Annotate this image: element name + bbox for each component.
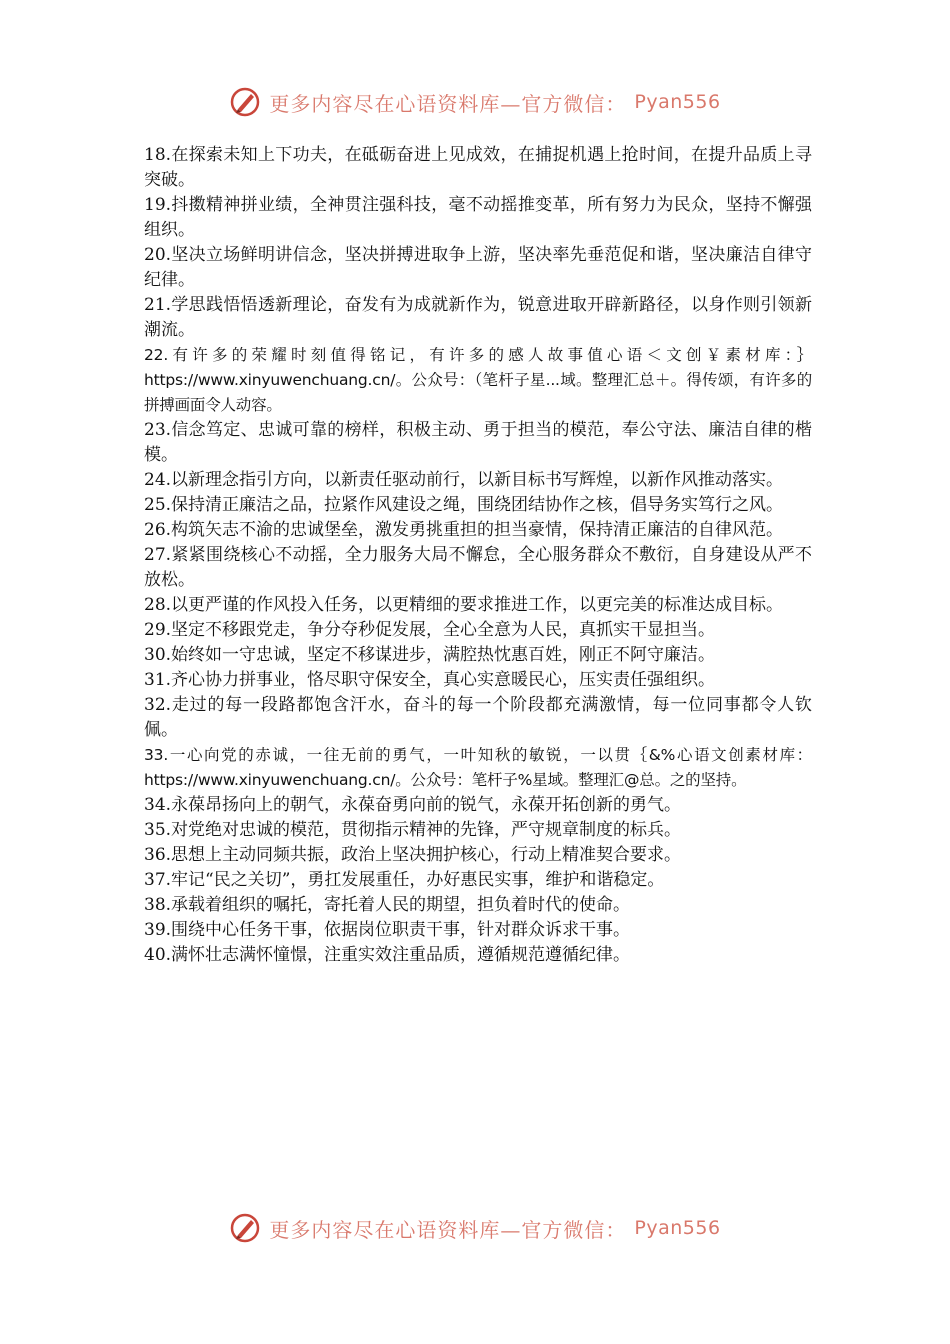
paragraph-37: 37.牢记“民之关切”，勇扛发展重任，办好惠民实事，维护和谐稳定。 (144, 870, 665, 890)
document-body (144, 143, 812, 968)
paragraph-32: 32.走过的每一段路都饱含汗水，奋斗的每一个阶段都充满激情，每一位同事都令人钦佩。 (144, 695, 812, 740)
banner-wechat-handle: Pyan556 (634, 91, 721, 113)
paragraph-24: 24.以新理念指引方向，以新责任驱动前行，以新目标书写辉煌，以新作风推动落实。 (144, 470, 784, 490)
paragraph-38: 38.承载着组织的嘱托，寄托着人民的期望，担负着时代的使命。 (144, 895, 631, 915)
footer-banner (0, 1212, 950, 1244)
pen-logo-icon (229, 1212, 261, 1244)
paragraph-33: 33.一心向党的赤诚，一往无前的勇气，一叶知秋的敏锐，一以贯｛&%心语文创素材库：https://www.xinyuwenchuang.cn/。公众号：笔杆子%星域。整理汇@总。之的坚持。 (144, 746, 812, 789)
paragraph-22: 22.有许多的荣耀时刻值得铭记，有许多的感人故事值心语＜文创￥素材库：｝https://www.xinyuwenchuang.cn/。公众号：（笔杆子星...域。整理汇总＋。得传颂，有许多的拼搏画面令人动容。 (144, 346, 812, 414)
paragraph-18: 18.在探索未知上下功夫，在砥砺奋进上见成效，在捕捉机遇上抢时间，在提升品质上寻突破。 (144, 145, 812, 190)
paragraph-20: 20.坚决立场鲜明讲信念，坚决拼搏进取争上游，坚决率先垂范促和谐，坚决廉洁自律守纪律。 (144, 245, 812, 290)
paragraph-31: 31.齐心协力拼事业，恪尽职守保安全，真心实意暖民心，压实责任强组织。 (144, 670, 716, 690)
paragraph-26: 26.构筑矢志不渝的忠诚堡垒，激发勇挑重担的担当豪情，保持清正廉洁的自律风范。 (144, 520, 784, 540)
paragraph-23: 23.信念笃定、忠诚可靠的榜样，积极主动、勇于担当的模范，奉公守法、廉洁自律的楷模。 (144, 420, 812, 465)
paragraph-39: 39.围绕中心任务干事，依据岗位职责干事，针对群众诉求干事。 (144, 920, 631, 940)
banner-wechat-handle: Pyan556 (634, 1217, 721, 1239)
paragraph-25: 25.保持清正廉洁之品，拉紧作风建设之绳，围绕团结协作之核，倡导务实笃行之风。 (144, 495, 784, 515)
banner-text: 更多内容尽在心语资料库—官方微信： (269, 1217, 627, 1242)
header-banner (0, 86, 950, 118)
paragraph-19: 19.抖擞精神拼业绩，全神贯注强科技，毫不动摇推变革，所有努力为民众，坚持不懈强组织。 (144, 195, 812, 240)
paragraph-27: 27.紧紧围绕核心不动摇，全力服务大局不懈怠，全心服务群众不敷衍，自身建设从严不放松。 (144, 545, 812, 590)
paragraph-28: 28.以更严谨的作风投入任务，以更精细的要求推进工作，以更完美的标准达成目标。 (144, 595, 784, 615)
paragraph-35: 35.对党绝对忠诚的模范，贯彻指示精神的先锋，严守规章制度的标兵。 (144, 820, 682, 840)
paragraph-34: 34.永葆昂扬向上的朝气，永葆奋勇向前的锐气，永葆开拓创新的勇气。 (144, 795, 682, 815)
paragraph-40: 40.满怀壮志满怀憧憬，注重实效注重品质，遵循规范遵循纪律。 (144, 945, 631, 965)
pen-logo-icon (229, 86, 261, 118)
paragraph-30: 30.始终如一守忠诚，坚定不移谋进步，满腔热忱惠百姓，刚正不阿守廉洁。 (144, 645, 716, 665)
paragraph-36: 36.思想上主动同频共振，政治上坚决拥护核心，行动上精准契合要求。 (144, 845, 682, 865)
paragraph-21: 21.学思践悟悟透新理论，奋发有为成就新作为，锐意进取开辟新路径，以身作则引领新潮流。 (144, 295, 812, 340)
banner-text: 更多内容尽在心语资料库—官方微信： (269, 91, 627, 116)
paragraph-29: 29.坚定不移跟党走，争分夺秒促发展，全心全意为人民，真抓实干显担当。 (144, 620, 716, 640)
